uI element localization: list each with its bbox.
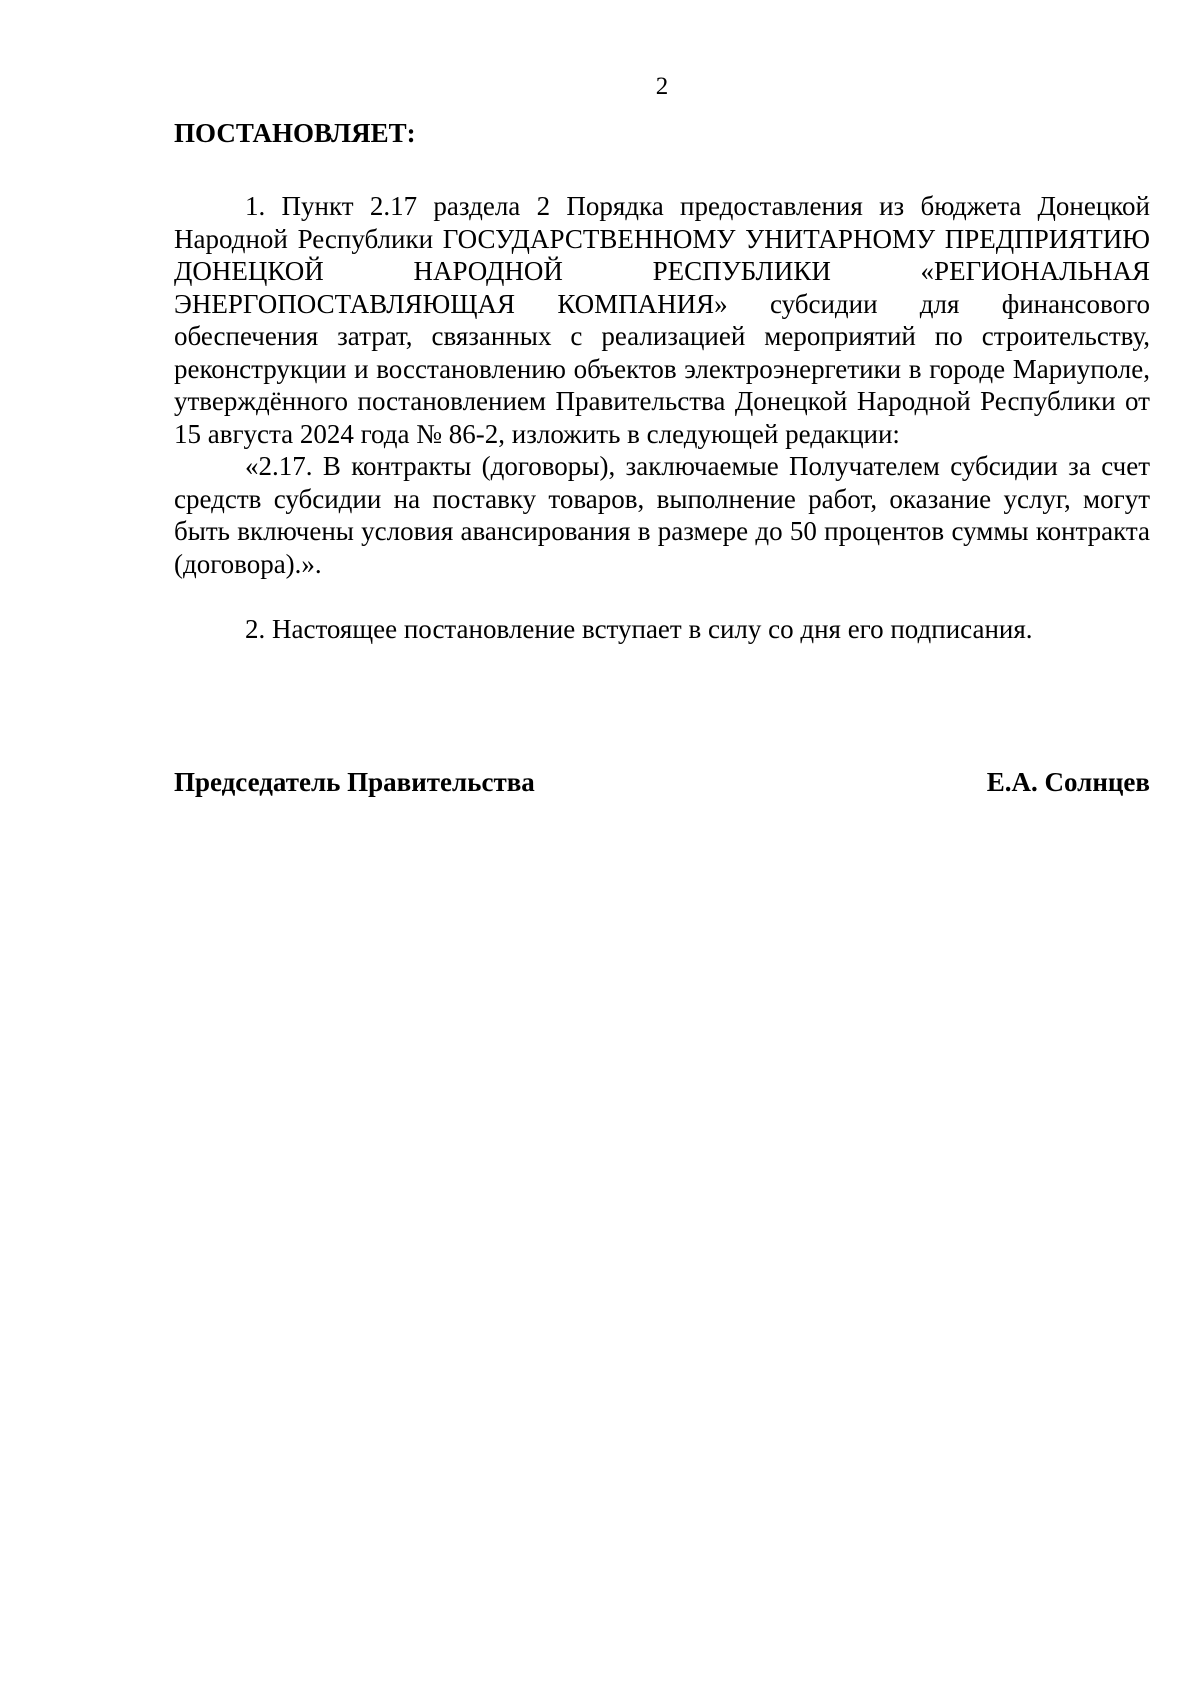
- document-body: [174, 190, 1150, 646]
- signature-block: [174, 766, 1150, 798]
- paragraph-item-1: 1. Пункт 2.17 раздела 2 Порядка предоставления из бюджета Донецкой Народной Республики ГОСУДАРСТВЕННОМУ УНИТАРНОМУ ПРЕДПРИЯТИЮ ДОНЕЦКОЙ НАРОДНОЙ РЕСПУБЛИКИ «РЕГИОНАЛЬНАЯ ЭНЕРГОПОСТАВЛЯЮЩАЯ КОМПАНИЯ» субсидии для финансового обеспечения затрат, связанных с реализацией мероприятий по строительству, реконструкции и восстановлению объектов электроэнергетики в городе Мариуполе, утверждённого постановлением Правительства Донецкой Народной Республики от 15 августа 2024 года № 86-2, изложить в следующей редакции:: [174, 191, 1150, 449]
- signatory-name: Е.А. Солнцев: [986, 767, 1150, 797]
- signatory-title: Председатель Правительства: [174, 767, 535, 797]
- document-heading: ПОСТАНОВЛЯЕТ:: [174, 118, 416, 148]
- paragraph-item-2: 2. Настоящее постановление вступает в силу со дня его подписания.: [245, 614, 1033, 644]
- page-number: 2: [655, 73, 669, 100]
- paragraph-item-1-quote: «2.17. В контракты (договоры), заключаемые Получателем субсидии за счет средств субсидии на поставку товаров, выполнение работ, оказание услуг, могут быть включены условия авансирования в размере до 50 процентов суммы контракта (договора).».: [174, 451, 1150, 579]
